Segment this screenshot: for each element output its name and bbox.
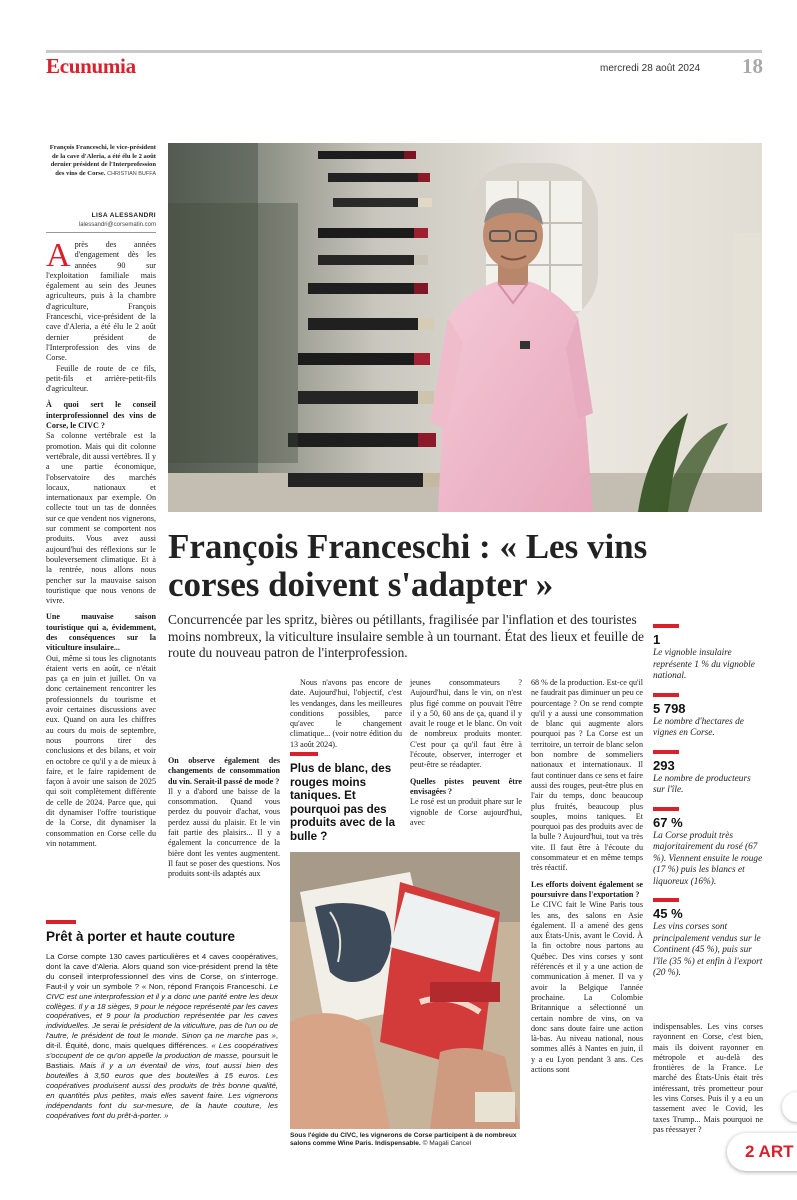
pull-quote-marker [290, 752, 318, 756]
article-column-3 [410, 678, 522, 828]
box-quote: Le CIVC est une interprofession et il y a donc une parité entre les deux collèges. Il y a 18 sièges, 9 pour le négoce représenté par les caves coopératives, et 9 pour la production représentée par les caves individuelles. Je serai le président de la viticulture, pas de l'un ou de l'autre, le président de tout le monde. Sinon ça ne marche pas » [46, 981, 278, 1041]
wine-shop-portrait-image [168, 143, 762, 512]
stat-value: 5 798 [653, 700, 686, 716]
main-photo [168, 143, 762, 512]
stat-description: La Corse produit très majoritairement du rosé (67 %). Viennent ensuite le rouge (17 %) puis les blancs et liquoreux (16%). [653, 830, 763, 887]
stat-description: Le nombre d'hectares de vignes en Corse. [653, 716, 744, 738]
drop-cap: A [46, 240, 71, 274]
wine-fair-photo [290, 852, 520, 1129]
header-rule [46, 50, 762, 53]
article-headline: François Franceschi : « Les vins corses doivent s'adapter » [168, 527, 648, 604]
question: On observe également des changements de consommation du vin. Serait-il passé de mode ? [168, 756, 280, 786]
question: À quoi sert le conseil interprofessionnel des vins de Corse, le CIVC ? [46, 400, 156, 431]
section-brand: Ecunumia [46, 54, 136, 78]
stat-description: Le vignoble insulaire représente 1 % du vignoble national. [653, 648, 755, 681]
photo2-caption [290, 1132, 520, 1149]
photo-caption [46, 144, 156, 178]
stat-item [653, 750, 763, 797]
stat-value: 1 [653, 632, 661, 647]
article-column-2b [168, 756, 280, 916]
answer: Le rosé est un produit phare sur le vignoble de Corse aujourd'hui, avec [410, 797, 522, 827]
stat-marker [653, 807, 679, 811]
question: Les efforts doivent également se poursuivre dans l'exportation ? [531, 879, 643, 899]
paragraph: jeunes consommateurs ? Aujourd'hui, dans le vin, on n'est plus figé comme on pouvait l'être il y a 50, 60 ans de ça, quand il y avait le rouge et le blanc. On voit de nombreux produits monter. C'est pour ça qu'il faut être à l'écoute, observer, interroger et peut-être se réadapter. [410, 678, 522, 770]
box-intro: La Corse compte 130 caves particulières et 4 caves coopératives, dont la cave d'Aleria. Alors quand son vice-président prend la tête du conseil interprofessionnel des vins de Corse, on s'interroge. Faut-il y voir un symbole ? [46, 952, 278, 991]
article-standfirst: Concurrencée par les spritz, bières ou pétillants, fragilisée par l'inflation et des touristes moins nombreux, la viticulture insulaire semble à un tournant. État des lieux et feuille de route du nouveau patron de l'interprofession. [168, 612, 644, 660]
photo2-credit: © Magali Cancel [422, 1140, 472, 1148]
paragraph: indispensables. Les vins corses rayonnent en Corse, c'est bien, mais ils doivent rayonner en métropole et au-delà des frontières de la France. Le marché des États-Unis était très intéressant, très prometteur pour les vins Corses. Puis il y a eu un tassement avec le Covid, les taxes Trump... Mais pourquoi ne pas réessayer ? [653, 1022, 763, 1134]
box-body [46, 952, 278, 1152]
stat-value: 45 % [653, 906, 683, 921]
pull-quote-text: Plus de blanc, des rouges moins taniques. Et pourquoi pas des produits avec de la bulle ? [290, 762, 396, 843]
box-quote-lead: « Non, répond François Franceschi. [141, 981, 270, 991]
photo-caption-text: François Franceschi, le vice-président de la cave d'Aleria, a été élu le 2 août dernier président de l'Interprofession des vins de Corse. [49, 144, 156, 177]
answer: Sa colonne vertébrale est la promotion. Mais qui dit colonne vertébrale, dit aussi vertèbres. Il y a une partie économique, l'observatoire des marchés locaux, nationaux et internationaux par exemple. On collecte tout un tas de données sur ce que vendent nos vignerons, sur comment se comportent nos produits. Vous avez aussi aujourd'hui des réflexions sur le bouleversement climatique. Et à la rentrée, nous allons nous pencher sur la mauvaise saison touristique que nous venons de vivre. [46, 431, 156, 606]
box-paragraph: Équité, donc, mais quelques différences. [65, 1041, 212, 1051]
stat-value: 293 [653, 757, 675, 773]
stat-description: Les vins corses sont principalement vendus sur le Continent (45 %), puis sur l'île (35 %) et enfin à l'export (20 %). [653, 922, 763, 978]
article-column-4 [531, 678, 643, 1148]
stat-description: Le nombre de producteurs sur l'île. [653, 773, 751, 795]
paragraph: Feuille de route de ce fils, petit-fils et arrière-petit-fils d'agriculteur. [46, 363, 156, 394]
box-marker [46, 920, 76, 924]
box-quote: « Les coopératives s'occupent de ce qu'on appelle la production de masse, [46, 1041, 278, 1061]
box-quote-tail: , dit-il. [46, 1031, 278, 1051]
box-title: Prêt à porter et haute couture [46, 929, 236, 944]
key-figures [653, 624, 763, 990]
issue-date: mercredi 28 août 2024 [600, 63, 701, 74]
stat-value: 67 % [653, 814, 683, 830]
answer: Il y a d'abord une baisse de la consommation. Quand vous perdez du pouvoir d'achat, vous perdez aussi du plaisir. Et le vin fait partie des plaisirs... Il y a également la concurrence de la bière dont les ventes augmentent. Il faut se poser des questions. Nos produits sont-ils adaptés aux [168, 786, 280, 879]
question: Quelles pistes peuvent être envisagées ? [410, 776, 522, 796]
articles-button[interactable]: 2 ART [727, 1133, 797, 1171]
box-quote: Mais il y a un éventail de vins, tout aussi bien des bouteilles à 3,50 euros que des bouteilles à 15 euros. Les coopératives produisent aussi des produits de très bonne qualité, en quantités plus petites, mais elles savent faire. Les vignerons indépendants font du sur-mesure, de la haute couture, les coopératives font du prêt-à-porter. » [46, 1060, 278, 1120]
answer: Le CIVC fait le Wine Paris tous les ans, des salons en Asie également. Il a amené des gens aux États-Unis, avant le Covid. À la fin octobre nous partons au Québec. Des vins corses y sont référencés et il y a une action de communication à mener. Il va y avoir la Belgique l'année prochaine. La Colombie Britannique a sélectionné un certain nombre de vins, on va donc sans doute faire une action là-bas. Au niveau national, nous sommes allés à Nantes en juin, il y a eu Lyon pendant 3 ans. Ces actions sont [531, 900, 643, 1074]
photo2-caption-text: Sous l'égide du CIVC, les vignerons de Corse participent à de nombreux salons comme Wine Paris. Indispensable. [290, 1132, 517, 1148]
article-column-1 [46, 240, 156, 930]
stat-item [653, 624, 763, 683]
stat-marker [653, 624, 679, 628]
floating-chip[interactable] [782, 1092, 797, 1122]
page-number: 18 [742, 54, 763, 78]
brochure-hands-image [290, 852, 520, 1129]
question: Une mauvaise saison touristique qui a, évidemment, des conséquences sur la viticulture insulaire... [46, 612, 156, 653]
lead-paragraph: près des années d'engagement dès les années 90 sur l'exploitation familiale mais également au sein des Jeunes agriculteurs, puis à la chambre d'agriculture, François Franceschi, vice-président de la cave d'Aleria, a été élu le 2 août dernier président de l'Interprofession des vins de Corse. [46, 240, 156, 363]
stat-item [653, 807, 763, 889]
stat-marker [653, 898, 679, 902]
author-divider [46, 232, 156, 233]
author-name: LISA ALESSANDRI [91, 212, 156, 219]
photo-credit: CHRISTIAN BUFFA [107, 170, 156, 177]
stat-marker [653, 693, 679, 697]
paragraph: Nous n'avons pas encore de date. Aujourd'hui, l'objectif, c'est les vendanges, dans les meilleures conditions possibles, parce qu'avec le changement climatique... (voir notre édition du 13 août 2024). [290, 678, 402, 749]
stat-item [653, 693, 763, 740]
author-email[interactable]: lalessandri@corsematin.com [78, 222, 156, 228]
paragraph: 68 % de la production. Est-ce qu'il ne faudrait pas diminuer un peu ce pourcentage ? On se rend compte qu'il y a aussi une consommation de blanc qui augmente alors pourquoi pas ? La Corse est un territoire, un terroir de blanc selon bon nombre de sommeliers nationaux et internationaux. Il faut continuer dans ce sens et faire aussi des rouges, peut-être plus en l'air du temps, donc beaucoup plus fruités, beaucoup plus souples, moins taniques. Et pourquoi pas des produits avec de la bulle ? Aujourd'hui, tout va très vite. Il faut être à l'écoute du consommateur et en même temps très réactif. [531, 678, 643, 873]
stat-item [653, 898, 763, 980]
article-column-2 [290, 678, 402, 750]
pull-quote [290, 752, 402, 843]
answer: Oui, même si tous les clignotants étaient verts en août, ce n'était pas ça en juin et juillet. On va donc certainement rencontrer les professionnels du tourisme et avoir certaines discussions avec eux. Quand on aura les chiffres au cours du mois de septembre, nous pourrons tirer des conclusions et des bilans, et voir en octobre ce qu'il y a de mieux à faire, et le faire rapidement de façon à avoir une saison de 2025 qui soit complètement différente de celle de 2024. Parce que, qui dit dynamiser l'offre touristique de la Corse, dit dynamiser la consommation en Corse celle du vin notamment. [46, 653, 156, 848]
stat-marker [653, 750, 679, 754]
box-paragraph: poursuit le Bastiais. [46, 1051, 278, 1070]
